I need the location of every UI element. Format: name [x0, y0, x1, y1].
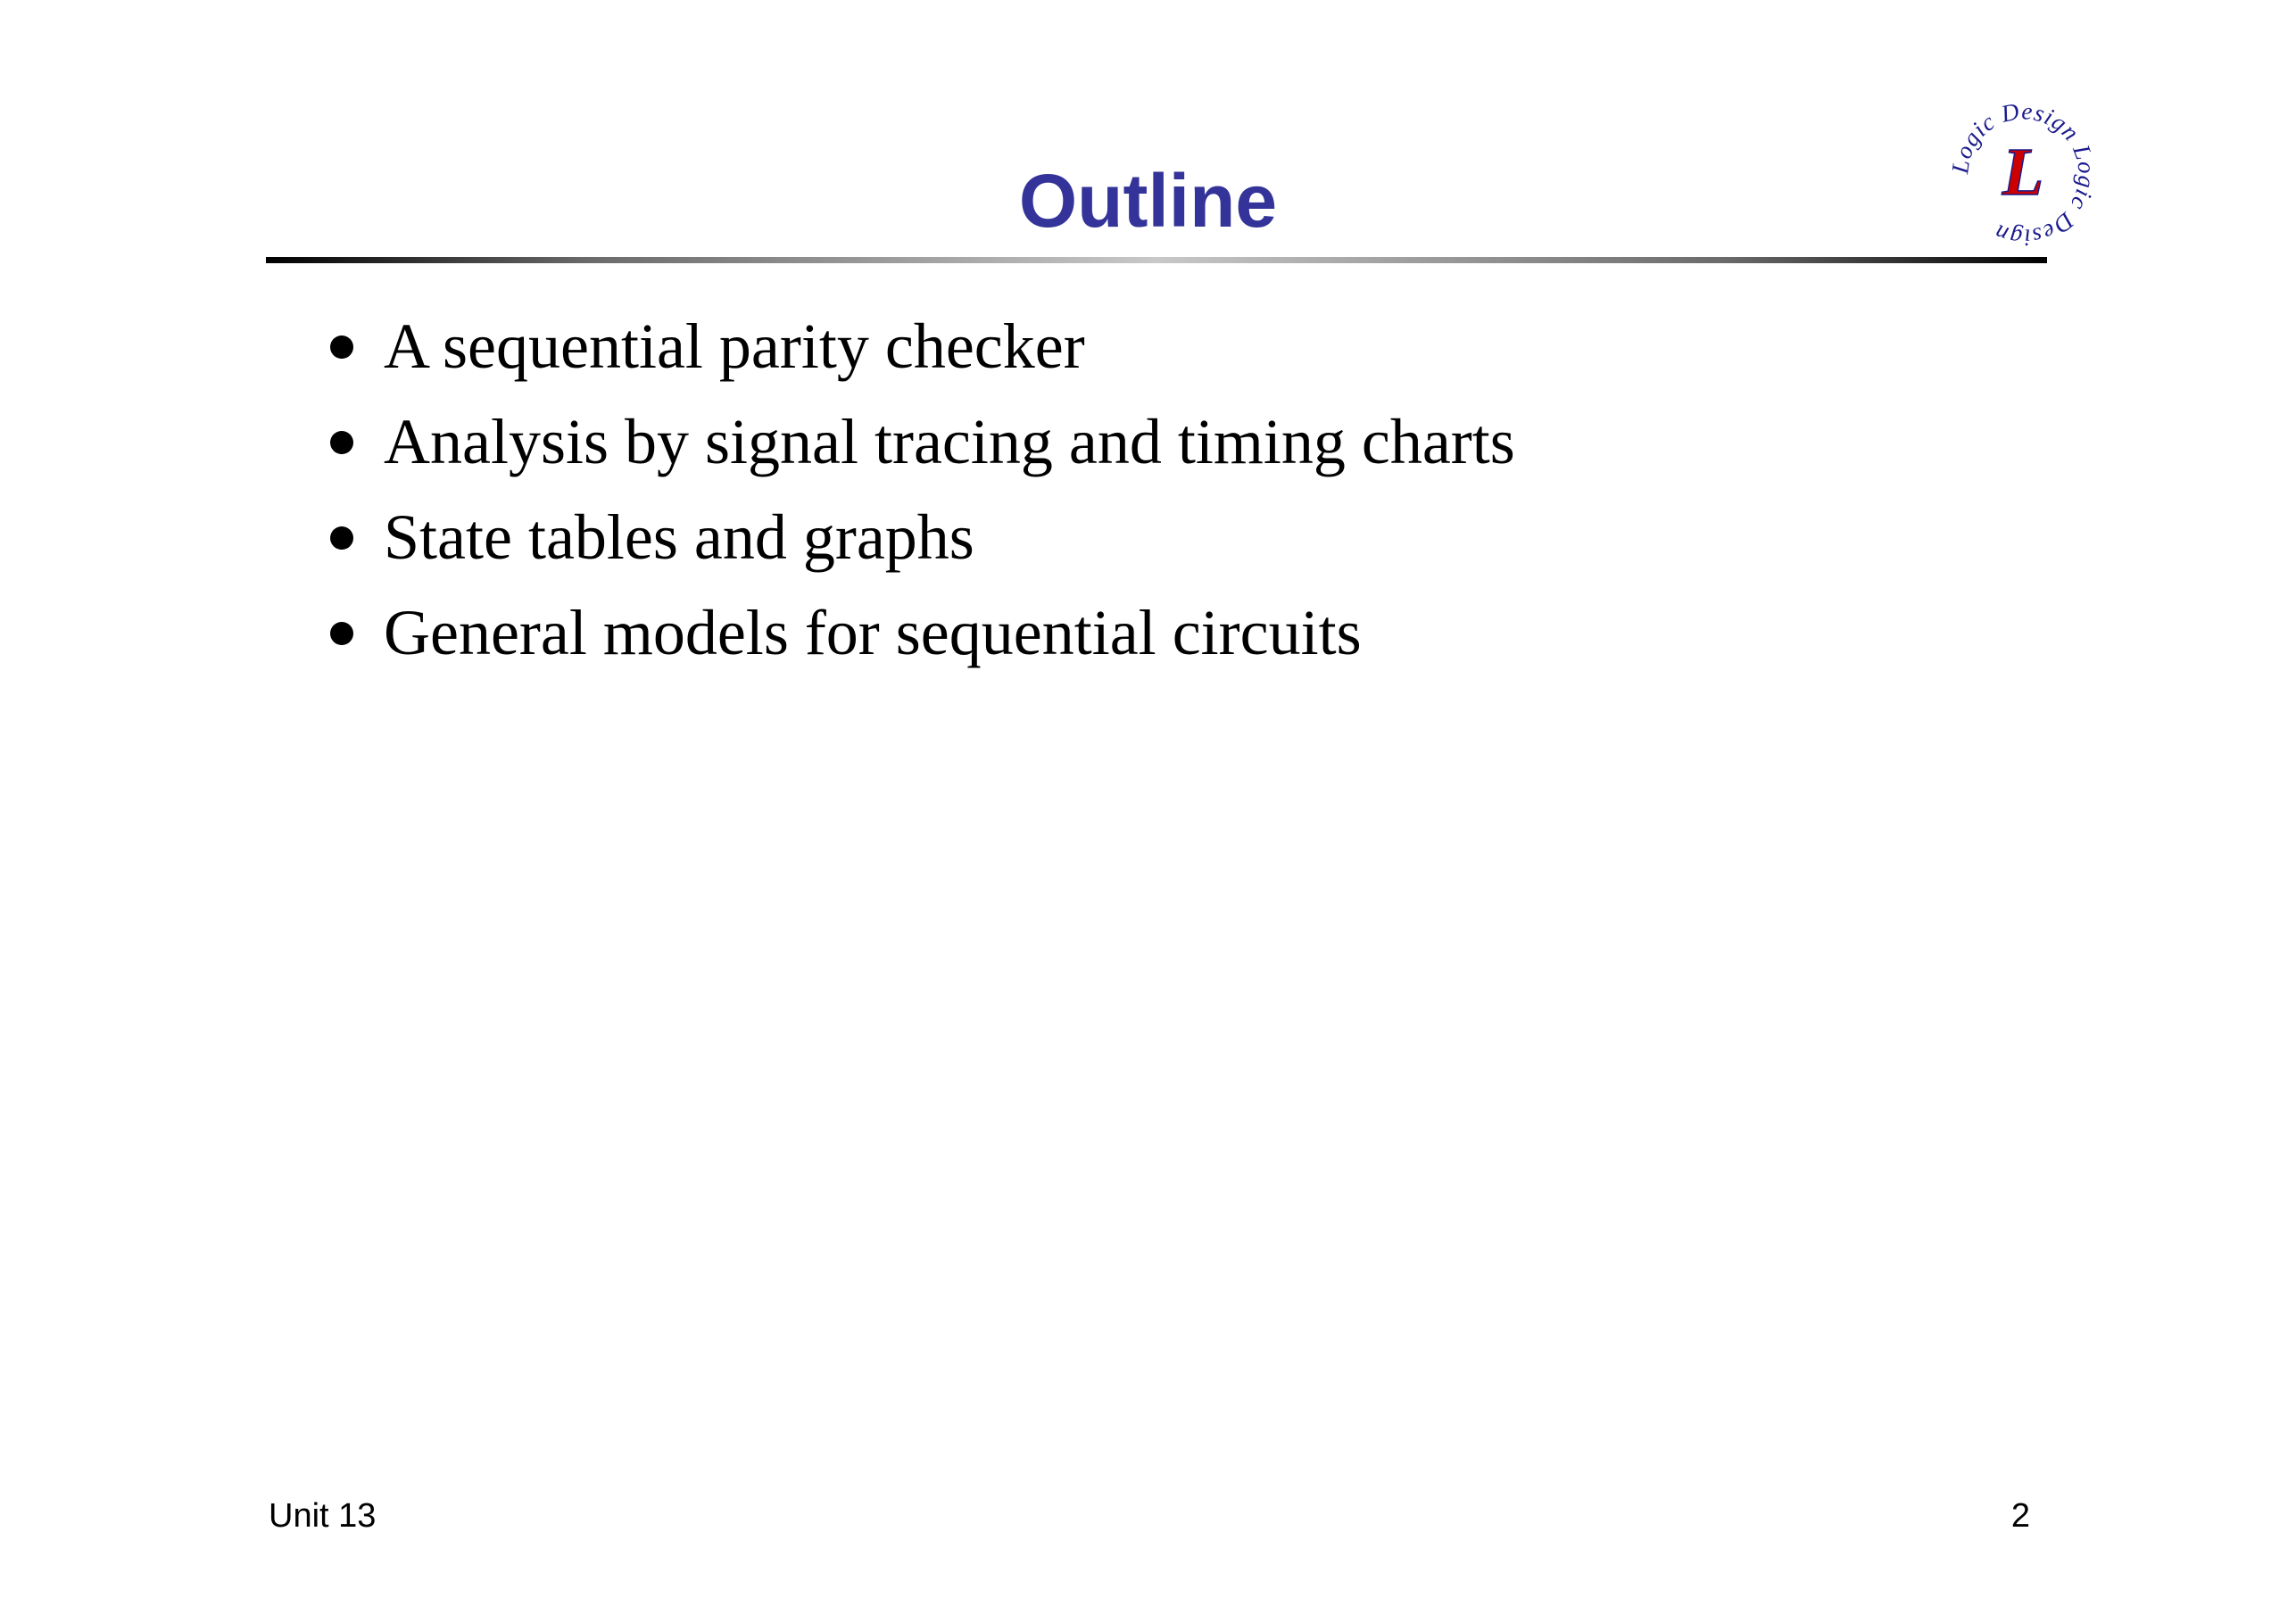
logo-letter: L — [2002, 135, 2044, 210]
footer-unit-label: Unit 13 — [269, 1497, 377, 1535]
bullet-icon — [330, 335, 353, 359]
list-item — [330, 585, 1515, 681]
list-item — [330, 299, 1515, 394]
list-item-text: State tables and graphs — [384, 501, 974, 573]
bullet-icon — [330, 622, 353, 645]
bullet-icon — [330, 526, 353, 550]
list-item-text: Analysis by signal tracing and timing charts — [384, 406, 1515, 477]
list-item — [330, 490, 1515, 585]
logo-ring-text: Logic Design Logic Design — [1946, 97, 2101, 252]
title-divider — [266, 257, 2047, 263]
list-item-text: General models for sequential circuits — [384, 597, 1362, 668]
logic-design-logo-icon — [1945, 96, 2101, 253]
outline-list — [330, 299, 1515, 681]
list-item — [330, 394, 1515, 490]
slide-title: Outline — [1018, 159, 1278, 243]
page-number: 2 — [2010, 1497, 2030, 1535]
bullet-icon — [330, 431, 353, 454]
list-item-text: A sequential parity checker — [384, 311, 1085, 382]
